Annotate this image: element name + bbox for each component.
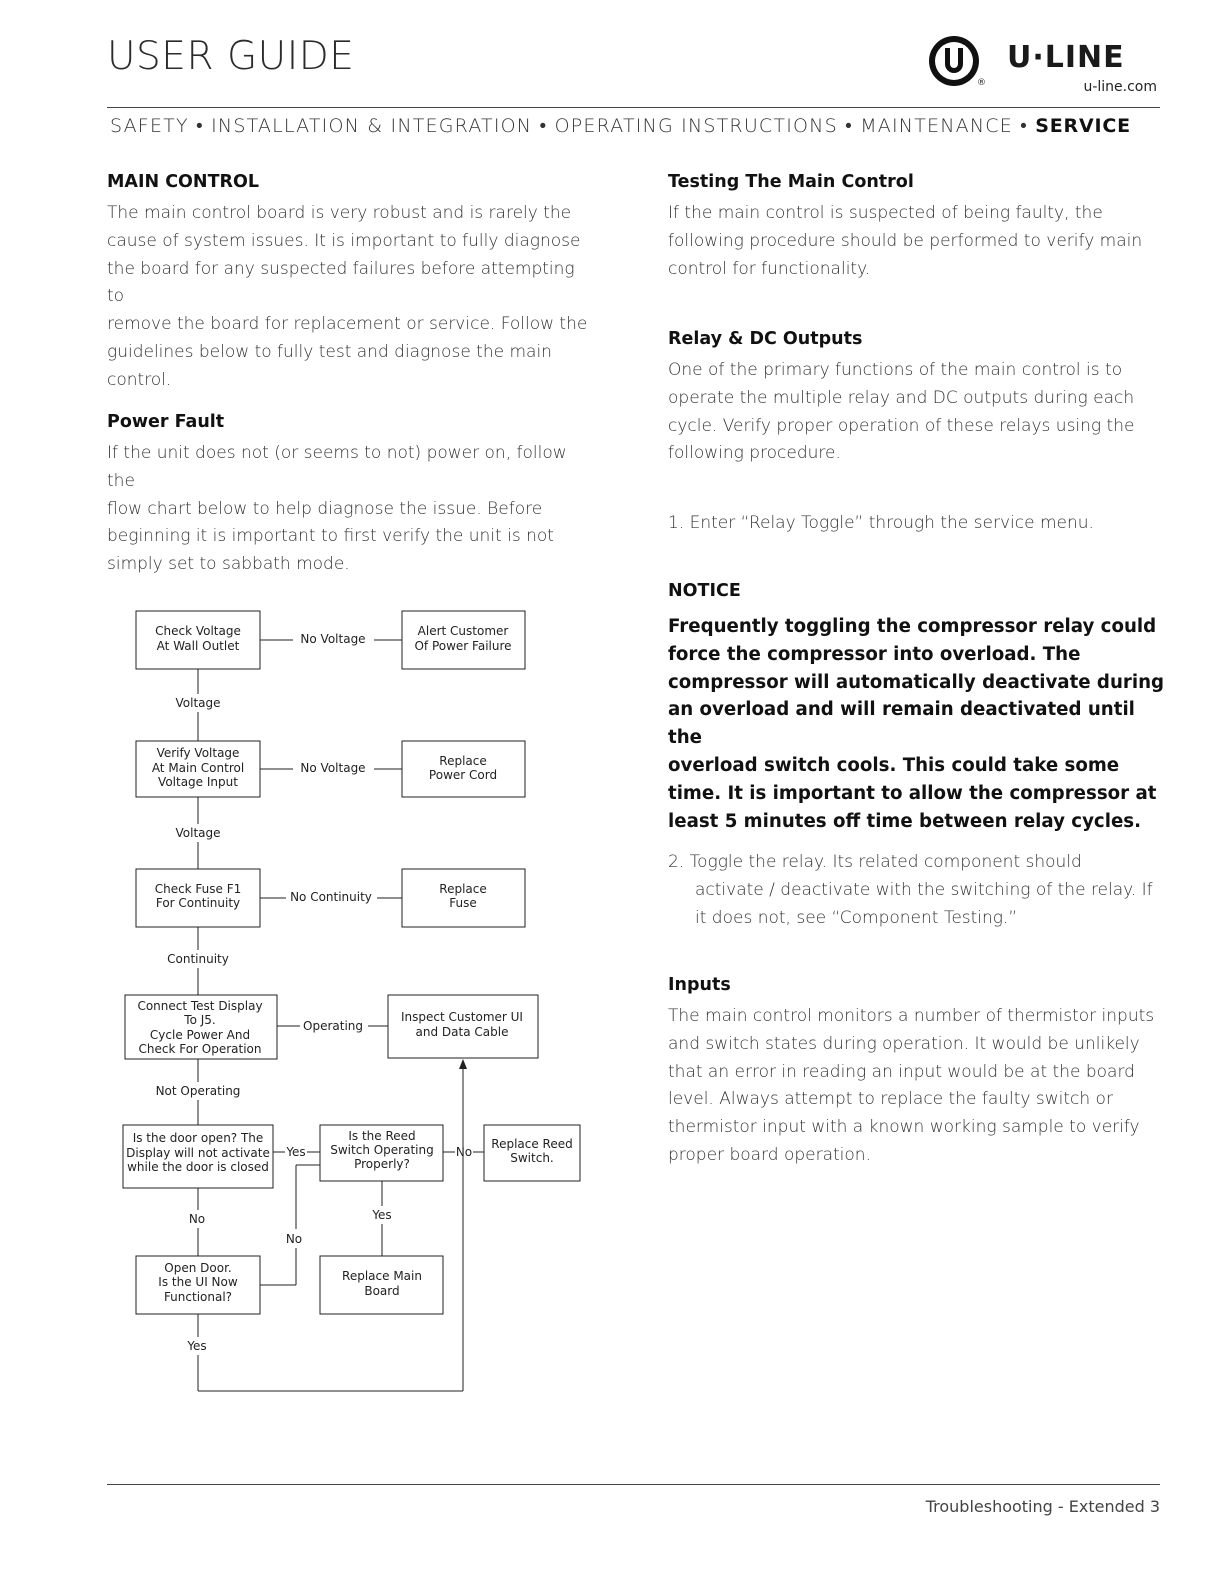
box-text: Cycle Power And [149, 1028, 251, 1042]
box-text: Replace [439, 754, 487, 768]
nav-item-service: SERVICE [1035, 115, 1131, 137]
text-line: the board for any suspected failures before attempting to [107, 258, 575, 307]
box-text: Display will not activate [126, 1146, 270, 1160]
edge-label: No Voltage [300, 632, 366, 646]
text-line: least 5 minutes off time between relay cycles. [668, 810, 1142, 832]
edge-label: Operating [303, 1019, 363, 1033]
box-text: Replace Main [342, 1269, 422, 1283]
box-text: Switch. [510, 1151, 554, 1165]
edge-label: Voltage [175, 826, 221, 840]
text-line: If the unit does not (or seems to not) power on, follow the [107, 443, 567, 491]
text-line: Frequently toggling the compressor relay could [668, 616, 1157, 637]
section-body [668, 200, 1168, 283]
testing-section [668, 172, 1168, 283]
list-item: 1. Enter “Relay Toggle” through the service menu. [668, 513, 1094, 533]
text-line: compressor will automatically deactivate during [668, 671, 1165, 693]
box-text: Check Fuse F1 [154, 882, 242, 896]
list-item-continuation: activate / deactivate with the switching of the relay. If [695, 879, 1153, 900]
box-text: To J5. [184, 1013, 216, 1027]
text-line: simply set to sabbath mode. [107, 554, 350, 575]
box-text: Is the Reed [348, 1129, 416, 1143]
arrow-head [459, 1059, 467, 1069]
edge-label: No Continuity [290, 890, 372, 904]
text-line: force the compressor into overload. The [668, 643, 1081, 665]
text-line: proper board operation. [668, 1144, 871, 1165]
box-text: Connect Test Display [137, 999, 263, 1013]
nav-separator: • [1020, 115, 1029, 137]
edge-label: Not Operating [155, 1084, 241, 1098]
edge-label: No [455, 1145, 473, 1159]
step-2 [668, 849, 1168, 932]
text-line: and switch states during operation. It would be unlikely [668, 1033, 1140, 1054]
list-item: 2. Toggle the relay. Its related component should [668, 852, 1082, 872]
text-line: flow chart below to help diagnose the issue. Before [107, 498, 543, 519]
text-line: overload switch cools. This could take some [668, 754, 1120, 776]
section-heading: Relay & DC Outputs [668, 329, 863, 349]
nav-separator: • [539, 115, 548, 137]
box-text: Is the door open? The [132, 1131, 264, 1145]
box-text: Of Power Failure [414, 639, 512, 653]
box-text: Switch Operating [330, 1143, 434, 1157]
registered-mark: ® [977, 78, 986, 88]
edge-label: No [285, 1232, 303, 1246]
box-text: Inspect Customer UI [401, 1010, 523, 1024]
section-body [668, 1003, 1168, 1170]
text-line: One of the primary functions of the main control is to [668, 360, 1123, 380]
footer-divider [107, 1484, 1160, 1485]
relay-section [668, 329, 1168, 468]
edge-label: Yes [372, 1208, 392, 1222]
power-fault-flowchart [0, 0, 620, 1420]
box-text: Check For Operation [138, 1042, 262, 1056]
text-line: control. [107, 369, 172, 390]
edge-label: Yes [187, 1339, 207, 1353]
box-text: Is the UI Now [158, 1275, 238, 1289]
section-heading: MAIN CONTROL [107, 172, 260, 192]
text-line: If the main control is suspected of being faulty, the [668, 203, 1103, 223]
text-line: The main control board is very robust and is rarely the [107, 203, 572, 223]
text-line: following procedure. [668, 443, 841, 464]
step-1 [668, 510, 1168, 538]
box-text: while the door is closed [127, 1160, 269, 1174]
notice-heading: NOTICE [668, 581, 741, 601]
notice-body [668, 613, 1168, 835]
page-footer: Troubleshooting - Extended 3 [925, 1497, 1160, 1516]
box-text: Voltage Input [158, 775, 238, 789]
box-text: Board [364, 1284, 400, 1298]
brand-wordmark: U·LINE [1007, 40, 1125, 75]
nav-item-installation: INSTALLATION & INTEGRATION [211, 115, 533, 137]
edge-label: Continuity [167, 952, 229, 966]
box-text: Alert Customer [417, 624, 509, 638]
text-line: operate the multiple relay and DC outputs during each [668, 387, 1135, 408]
edge-label: No [188, 1212, 206, 1226]
box-text: Replace Reed [491, 1137, 573, 1151]
box-text: For Continuity [155, 896, 241, 910]
text-line: level. Always attempt to replace the faulty switch or [668, 1089, 1113, 1110]
text-line: following procedure should be performed to verify main [668, 230, 1143, 251]
section-heading: Power Fault [107, 412, 225, 432]
section-body [668, 357, 1168, 468]
box-text: Check Voltage [155, 624, 241, 638]
nav-item-operating: OPERATING INSTRUCTIONS [554, 115, 838, 137]
text-line: guidelines below to fully test and diagnose the main [107, 341, 552, 362]
box-text: Open Door. [164, 1261, 232, 1275]
brand-logo [927, 34, 1162, 96]
box-text: Fuse [449, 896, 477, 910]
box-text: Functional? [163, 1290, 233, 1304]
edge-label: No Voltage [300, 761, 366, 775]
edge-label: Yes [286, 1145, 306, 1159]
box-text: At Main Control [151, 761, 245, 775]
page-title: USER GUIDE [107, 34, 355, 79]
nav-separator: • [845, 115, 853, 137]
text-line: remove the board for replacement or service. Follow the [107, 314, 588, 335]
text-line: time. It is important to allow the compressor at [668, 782, 1157, 804]
text-line: beginning it is important to first verify the unit is not [107, 526, 554, 547]
edge-label: Voltage [175, 696, 221, 710]
text-line: thermistor input with a known working sample to verify [668, 1117, 1140, 1138]
inputs-section [668, 975, 1168, 1170]
section-heading: Testing The Main Control [668, 172, 914, 192]
box-text: and Data Cable [415, 1025, 509, 1039]
nav-separator: • [196, 115, 204, 137]
nav-item-safety: SAFETY [110, 115, 189, 137]
box-text: Replace [439, 882, 487, 896]
nav-item-maintenance: MAINTENANCE [860, 115, 1013, 137]
text-line: that an error in reading an input would be at the board [668, 1061, 1135, 1082]
box-text: Verify Voltage [156, 746, 240, 760]
text-line: an overload and will remain deactivated until the [668, 699, 1135, 749]
brand-url: u-line.com [1083, 79, 1157, 95]
text-line: control for functionality. [668, 258, 871, 279]
notice-section [668, 581, 1168, 835]
text-line: cycle. Verify proper operation of these relays using the [668, 415, 1135, 436]
box-text: Power Cord [428, 768, 498, 782]
text-line: cause of system issues. It is important to fully diagnose [107, 230, 581, 251]
list-item-continuation: it does not, see “Component Testing.” [695, 907, 1018, 928]
text-line: The main control monitors a number of thermistor inputs [668, 1006, 1155, 1026]
section-heading: Inputs [668, 975, 731, 995]
box-text: Properly? [354, 1157, 410, 1171]
box-text: At Wall Outlet [156, 639, 240, 653]
